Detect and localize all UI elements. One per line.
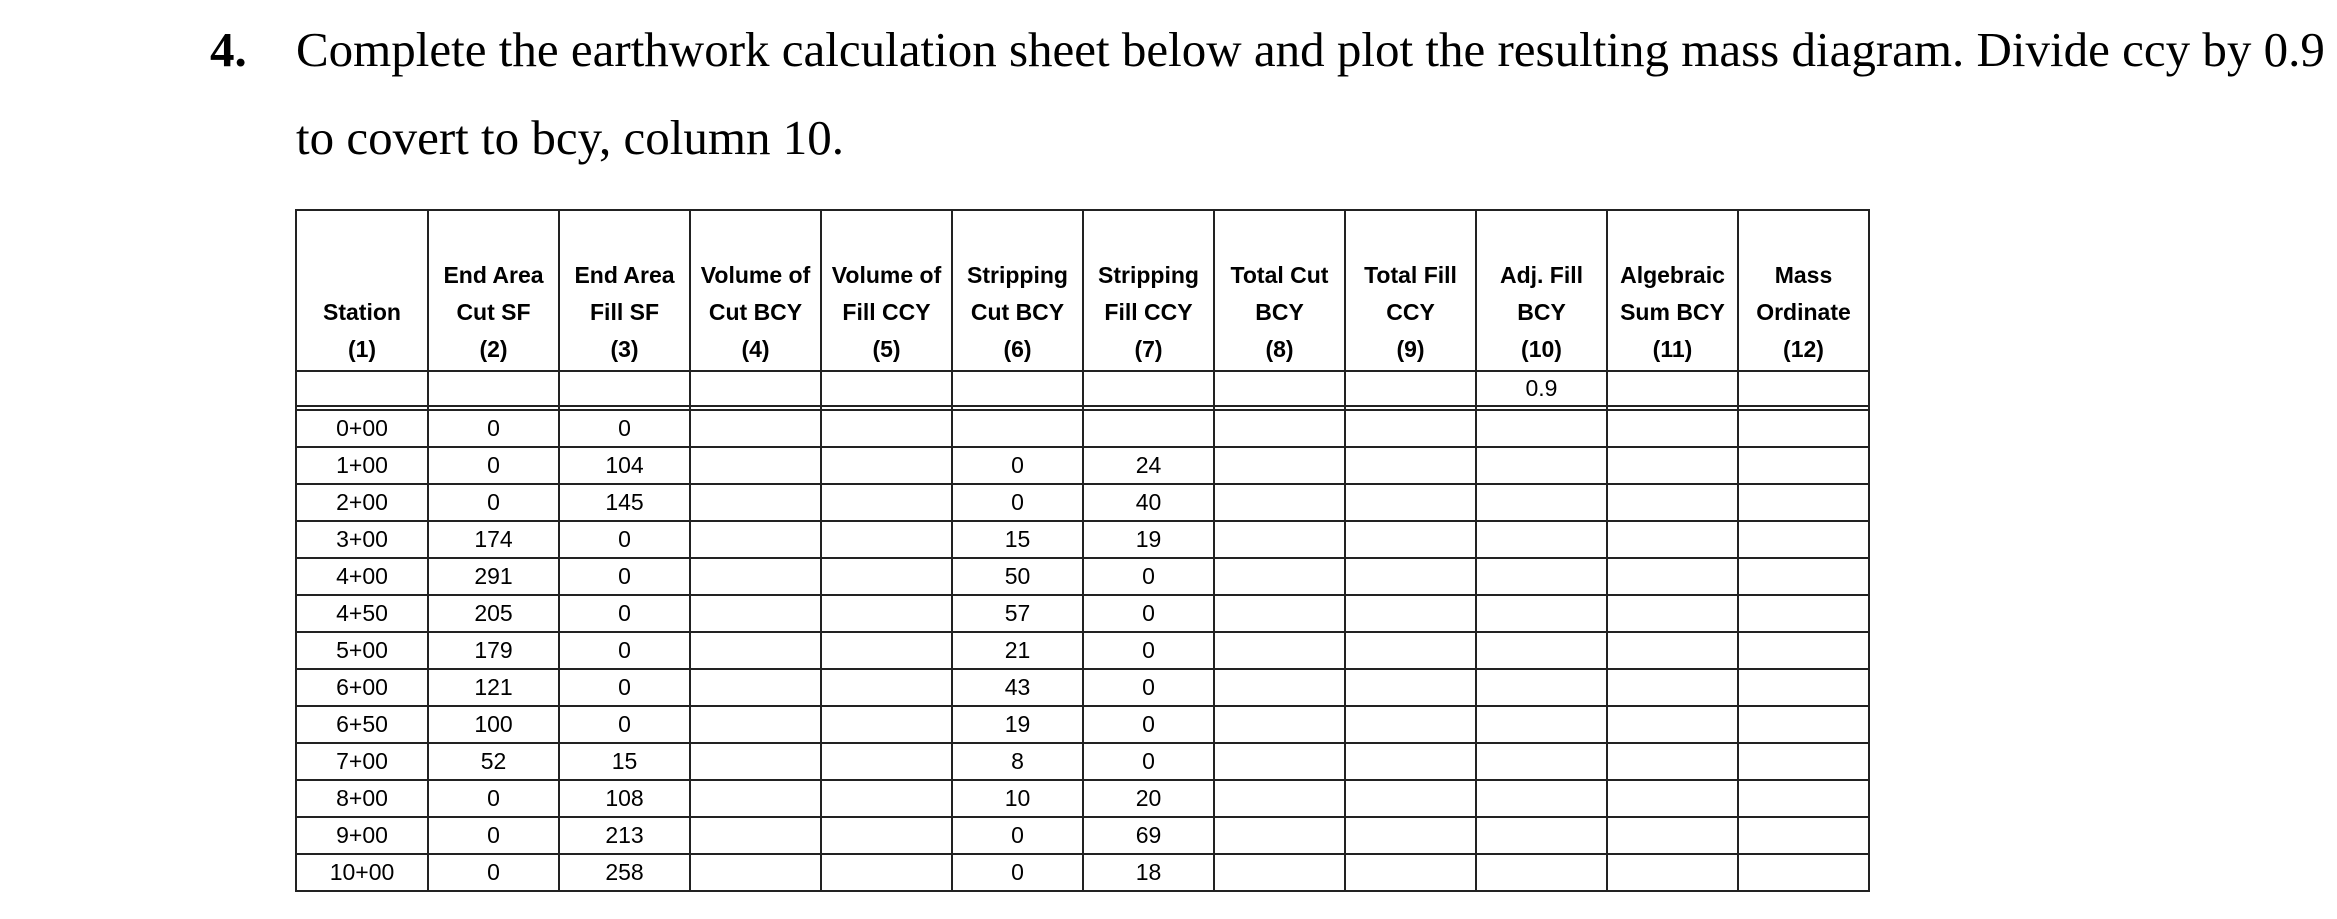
table-cell: [1214, 669, 1345, 706]
table-cell: [1214, 484, 1345, 521]
factor-cell: [821, 371, 952, 406]
table-cell: [1607, 854, 1738, 891]
table-cell: [1214, 558, 1345, 595]
table-cell: [1345, 558, 1476, 595]
column-header-line: (12): [1783, 336, 1824, 362]
table-cell: 291: [428, 558, 559, 595]
table-cell: [1738, 706, 1869, 743]
column-header-line: [297, 257, 427, 294]
table-cell: [1214, 410, 1345, 447]
column-header-line: (9): [1396, 336, 1425, 362]
column-header: [952, 210, 1083, 371]
column-header-line: Fill CCY: [1104, 299, 1193, 325]
column-header: [690, 210, 821, 371]
column-header-line: CCY: [1386, 299, 1435, 325]
table-cell: [1738, 669, 1869, 706]
table-cell: 21: [952, 632, 1083, 669]
table-cell: [1607, 706, 1738, 743]
column-header-line: Stripping: [967, 262, 1068, 288]
column-header-line: (8): [1265, 336, 1294, 362]
table-cell: 57: [952, 595, 1083, 632]
table-cell: 174: [428, 521, 559, 558]
station-cell: 1+00: [296, 447, 428, 484]
table-cell: [1738, 595, 1869, 632]
table-cell: [1607, 484, 1738, 521]
table-row: [296, 780, 1869, 817]
table-cell: [821, 558, 952, 595]
table-cell: [1607, 780, 1738, 817]
column-header-line: (6): [1003, 336, 1032, 362]
column-header: [428, 210, 559, 371]
table-cell: [1345, 595, 1476, 632]
table-cell: 0: [559, 558, 690, 595]
table-cell: [1345, 743, 1476, 780]
table-cell: [1345, 632, 1476, 669]
table-cell: [821, 780, 952, 817]
table-cell: 18: [1083, 854, 1214, 891]
table-cell: [690, 817, 821, 854]
table-cell: [690, 632, 821, 669]
table-cell: 0: [952, 447, 1083, 484]
table-cell: 0: [1083, 706, 1214, 743]
column-header-line: (11): [1652, 336, 1693, 362]
table-cell: 19: [952, 706, 1083, 743]
table-cell: [1607, 669, 1738, 706]
table-cell: [1607, 447, 1738, 484]
table-cell: [1607, 632, 1738, 669]
factor-cell: [952, 371, 1083, 406]
table-cell: [1607, 595, 1738, 632]
column-header-line: Mass: [1774, 262, 1833, 288]
column-header-line: Adj. Fill: [1499, 262, 1584, 288]
table-cell: [1214, 632, 1345, 669]
table-cell: [690, 521, 821, 558]
column-header-line: End Area: [574, 262, 675, 288]
table-cell: [1738, 447, 1869, 484]
table-cell: [690, 484, 821, 521]
column-header-line: (7): [1134, 336, 1163, 362]
table-cell: [1214, 706, 1345, 743]
table-cell: 0: [1083, 743, 1214, 780]
factor-cell: [1214, 371, 1345, 406]
station-cell: 4+00: [296, 558, 428, 595]
column-header: [1214, 210, 1345, 371]
station-cell: 7+00: [296, 743, 428, 780]
table-cell: 8: [952, 743, 1083, 780]
table-cell: 0: [559, 669, 690, 706]
table-cell: [1738, 521, 1869, 558]
table-row: [296, 669, 1869, 706]
table-cell: [821, 669, 952, 706]
station-cell: 6+00: [296, 669, 428, 706]
table-cell: [821, 410, 952, 447]
column-header: [1738, 210, 1869, 371]
column-header: [296, 210, 428, 371]
factor-cell: [690, 371, 821, 406]
table-cell: [1607, 521, 1738, 558]
table-cell: 0: [428, 780, 559, 817]
table-cell: [1345, 780, 1476, 817]
header-row: [296, 210, 1869, 371]
question-text: Complete the earthwork calculation sheet below and plot the resulting mass diagram. Divide ccy by 0.9 to covert to bcy, column 10.: [296, 22, 2325, 165]
table-row: [296, 743, 1869, 780]
station-cell: 6+50: [296, 706, 428, 743]
table-cell: [690, 780, 821, 817]
question-number: 4.: [210, 22, 247, 77]
column-header-line: Fill CCY: [842, 299, 931, 325]
table-cell: [1476, 780, 1607, 817]
table-cell: 0: [559, 410, 690, 447]
table-cell: [1476, 558, 1607, 595]
table-cell: [821, 447, 952, 484]
table-cell: 258: [559, 854, 690, 891]
table-cell: 69: [1083, 817, 1214, 854]
factor-cell: [1345, 371, 1476, 406]
column-header-line: Total Cut: [1230, 262, 1329, 288]
column-header: [1083, 210, 1214, 371]
table-cell: [1738, 817, 1869, 854]
table-cell: 0: [952, 484, 1083, 521]
table-cell: [1214, 854, 1345, 891]
column-header-line: Volume of: [700, 262, 811, 288]
table-cell: 205: [428, 595, 559, 632]
table-cell: 0: [952, 817, 1083, 854]
factor-cell: [1083, 371, 1214, 406]
table-cell: 19: [1083, 521, 1214, 558]
table-body: [296, 371, 1869, 891]
table-row: [296, 447, 1869, 484]
table-cell: 0: [559, 521, 690, 558]
table-cell: [690, 743, 821, 780]
column-header: [559, 210, 690, 371]
table-cell: 0: [1083, 669, 1214, 706]
table-cell: 0: [1083, 558, 1214, 595]
factor-cell: [1607, 371, 1738, 406]
table-cell: 0: [428, 410, 559, 447]
table-cell: [1345, 447, 1476, 484]
column-header-line: Algebraic: [1620, 262, 1725, 288]
table-row: [296, 632, 1869, 669]
table-cell: [1214, 817, 1345, 854]
column-header-line: Cut BCY: [708, 299, 803, 325]
table-row: [296, 595, 1869, 632]
station-cell: 8+00: [296, 780, 428, 817]
table-cell: [1738, 558, 1869, 595]
table-cell: [1738, 743, 1869, 780]
table-cell: [1345, 484, 1476, 521]
table-cell: [1214, 521, 1345, 558]
table-cell: [690, 595, 821, 632]
table-cell: [1214, 595, 1345, 632]
table-cell: 0: [428, 484, 559, 521]
table-cell: [821, 817, 952, 854]
table-cell: [690, 706, 821, 743]
column-header: [1476, 210, 1607, 371]
table-cell: [1476, 447, 1607, 484]
station-cell: 9+00: [296, 817, 428, 854]
table-cell: [1738, 780, 1869, 817]
table-cell: [1476, 632, 1607, 669]
table-cell: [1607, 410, 1738, 447]
table-cell: [1607, 558, 1738, 595]
table-cell: 10: [952, 780, 1083, 817]
table-cell: 0: [559, 595, 690, 632]
table-cell: 50: [952, 558, 1083, 595]
station-cell: 10+00: [296, 854, 428, 891]
table-cell: [1476, 410, 1607, 447]
table-cell: [1345, 410, 1476, 447]
table-row: [296, 854, 1869, 891]
table-cell: [1476, 484, 1607, 521]
factor-cell: [428, 371, 559, 406]
table-cell: 0: [559, 632, 690, 669]
table-cell: [1214, 743, 1345, 780]
station-cell: 2+00: [296, 484, 428, 521]
column-header-line: Stripping: [1098, 262, 1199, 288]
table-cell: [1345, 706, 1476, 743]
column-header-line: Sum BCY: [1620, 299, 1725, 325]
table-row: [296, 558, 1869, 595]
table-cell: [1476, 706, 1607, 743]
table-cell: 0: [952, 854, 1083, 891]
column-header-line: Total Fill: [1364, 262, 1457, 288]
factor-cell: 0.9: [1476, 371, 1607, 406]
column-header-line: Cut SF: [456, 299, 531, 325]
table-cell: [821, 484, 952, 521]
table-cell: [821, 706, 952, 743]
column-header: [1345, 210, 1476, 371]
station-cell: 0+00: [296, 410, 428, 447]
factor-cell: [296, 371, 428, 406]
table-cell: [1607, 817, 1738, 854]
table-cell: [821, 632, 952, 669]
table-cell: 40: [1083, 484, 1214, 521]
table-cell: [690, 410, 821, 447]
table-cell: [690, 447, 821, 484]
table-cell: [1345, 817, 1476, 854]
column-header-line: (5): [872, 336, 901, 362]
column-header-line: Fill SF: [590, 299, 659, 325]
table-cell: [821, 854, 952, 891]
table-cell: [1476, 854, 1607, 891]
table-cell: [1476, 521, 1607, 558]
table-row: [296, 706, 1869, 743]
table-cell: 43: [952, 669, 1083, 706]
table-cell: 15: [952, 521, 1083, 558]
table-cell: 0: [428, 447, 559, 484]
table-cell: 0: [1083, 632, 1214, 669]
table-cell: 104: [559, 447, 690, 484]
table-cell: 0: [559, 706, 690, 743]
column-header-line: (3): [610, 336, 639, 362]
column-header-line: (10): [1521, 336, 1562, 362]
table-cell: [1214, 447, 1345, 484]
table-cell: [1476, 817, 1607, 854]
table-row: [296, 521, 1869, 558]
conversion-factor-row: [296, 371, 1869, 406]
column-header-line: Ordinate: [1756, 299, 1851, 325]
column-header-line: Volume of: [831, 262, 942, 288]
table-cell: [1345, 521, 1476, 558]
table-cell: [1607, 743, 1738, 780]
table-cell: 0: [428, 854, 559, 891]
table-cell: [1083, 410, 1214, 447]
column-header-line: End Area: [443, 262, 544, 288]
table-cell: [690, 669, 821, 706]
table-cell: [821, 595, 952, 632]
table-row: [296, 410, 1869, 447]
column-header: [821, 210, 952, 371]
table-cell: [952, 410, 1083, 447]
table-cell: [1738, 410, 1869, 447]
table-cell: [1345, 854, 1476, 891]
table-cell: [690, 558, 821, 595]
column-header-line: Cut BCY: [970, 299, 1065, 325]
table-cell: [1476, 595, 1607, 632]
table-cell: 100: [428, 706, 559, 743]
station-cell: 4+50: [296, 595, 428, 632]
table-cell: 121: [428, 669, 559, 706]
column-header-line: BCY: [1517, 299, 1566, 325]
table-row: [296, 484, 1869, 521]
column-header: [1607, 210, 1738, 371]
table-cell: 0: [1083, 595, 1214, 632]
column-header-line: BCY: [1255, 299, 1304, 325]
table-cell: 15: [559, 743, 690, 780]
table-cell: [1476, 669, 1607, 706]
station-cell: 3+00: [296, 521, 428, 558]
column-header-line: (1): [347, 336, 377, 362]
table-cell: 108: [559, 780, 690, 817]
column-header-line: Station: [323, 299, 401, 325]
column-header-line: (2): [479, 336, 508, 362]
table-cell: [1476, 743, 1607, 780]
table-cell: [1345, 669, 1476, 706]
table-cell: 145: [559, 484, 690, 521]
table-cell: 52: [428, 743, 559, 780]
table-cell: [821, 521, 952, 558]
table-cell: [1738, 854, 1869, 891]
station-cell: 5+00: [296, 632, 428, 669]
table-cell: 213: [559, 817, 690, 854]
table-cell: 20: [1083, 780, 1214, 817]
table-cell: 179: [428, 632, 559, 669]
factor-cell: [559, 371, 690, 406]
factor-cell: [1738, 371, 1869, 406]
table-cell: [821, 743, 952, 780]
column-header-line: (4): [741, 336, 770, 362]
table-cell: [1738, 484, 1869, 521]
table-row: [296, 817, 1869, 854]
table-cell: 24: [1083, 447, 1214, 484]
earthwork-calculation-sheet: [295, 209, 1870, 892]
table-cell: [1214, 780, 1345, 817]
table-cell: 0: [428, 817, 559, 854]
table-cell: [690, 854, 821, 891]
table-cell: [1738, 632, 1869, 669]
